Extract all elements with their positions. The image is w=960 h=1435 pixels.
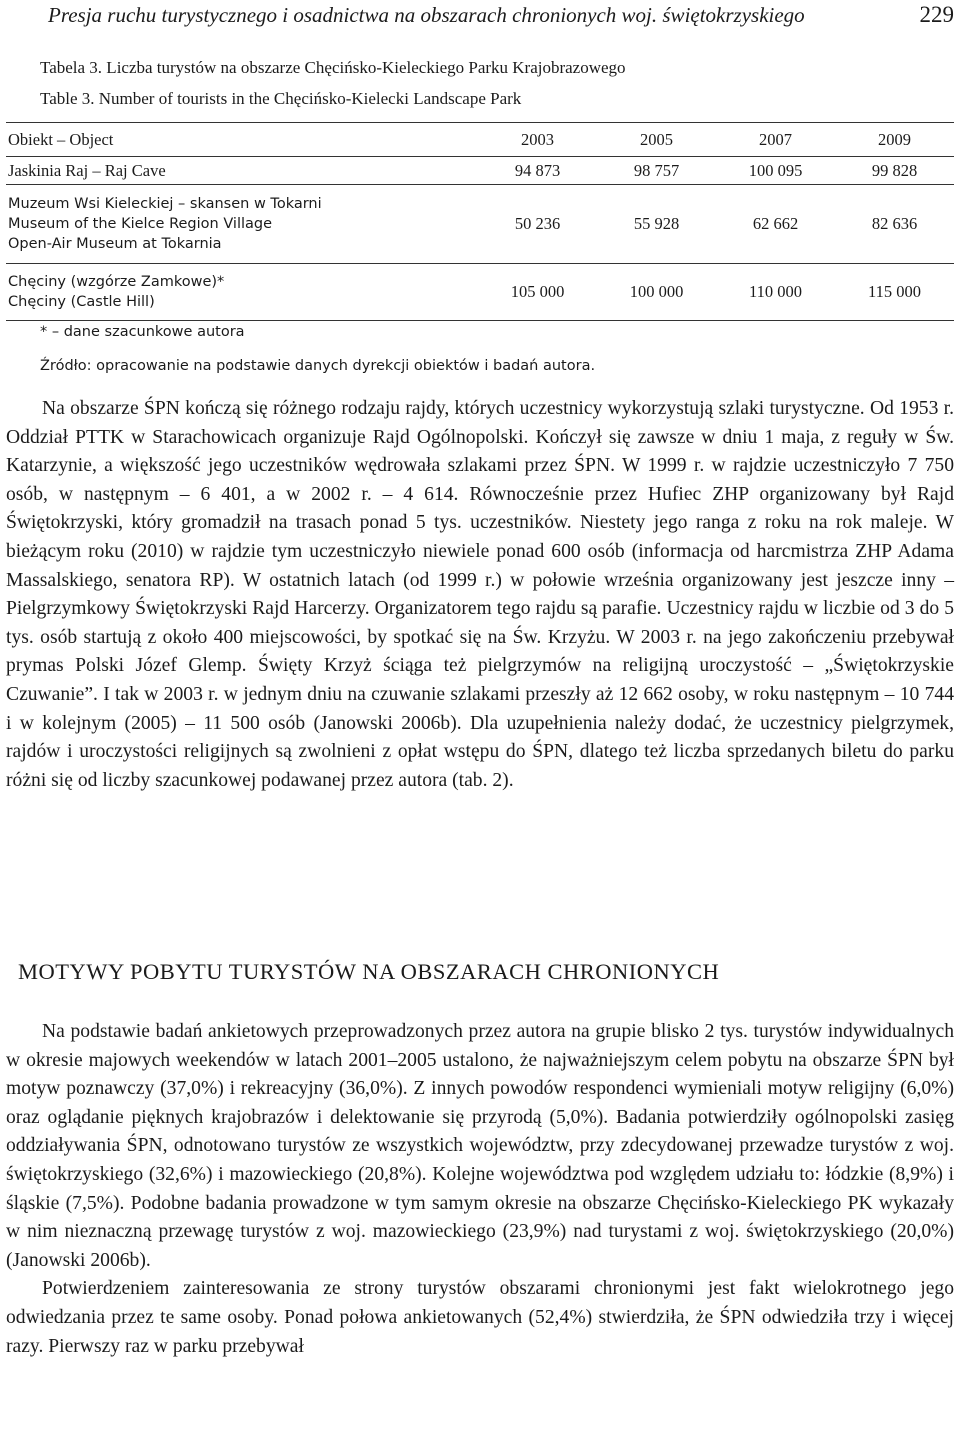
cell-value-2009: 82 636 [835,185,954,264]
table-caption-polish: Tabela 3. Liczba turystów na obszarze Chęcińsko-Kieleckiego Parku Krajobrazowego [40,58,626,77]
cell-value-2007: 110 000 [716,264,835,321]
table-row [6,157,954,185]
cell-value-2005: 98 757 [597,157,716,185]
cell-value-2005: 55 928 [597,185,716,264]
cell-value-2009: 115 000 [835,264,954,321]
row-object-name: Jaskinia Raj – Raj Cave [6,157,478,185]
table-caption-english: Table 3. Number of tourists in the Chęcińsko-Kielecki Landscape Park [40,89,522,108]
tourists-table [6,122,954,321]
cell-value-2007: 100 095 [716,157,835,185]
object-name-line: Chęciny (Castle Hill) [8,294,155,310]
object-name-line: Chęciny (wzgórze Zamkowe)* [8,274,225,290]
running-header-title: Presja ruchu turystycznego i osadnictwa na obszarach chronionych woj. świętokrzyskiego [48,3,805,27]
column-header-object: Obiekt – Object [6,123,478,157]
column-header-2009: 2009 [835,123,954,157]
body-paragraph: Na obszarze ŚPN kończą się różnego rodzaju rajdy, których uczestnicy wykorzystują szlaki turystyczne. Od 1953 r. Oddział PTTK w Starachowicach organizuje Rajd Ogólnopolski. Kończył się zawsze w dniu 1 maja, z reguły w Św. Katarzynie, a większość jego uczestników wędrowała szlakami przez ŚPN. W 1999 r. w rajdzie uczestniczyło 7 750 osób, w następnym – 6 401, a w 2002 r. – 4 614. Równocześnie przez Hufiec ZHP organizowany był Rajd Świętokrzyski, który gromadził na trasach ponad 5 tys. uczestników. Niestety jego ranga z roku na rok maleje. W bieżącym roku (2010) w rajdzie tym uczestniczyło niewiele ponad 600 osób (informacja od harcmistrza ZHP Adama Massalskiego, senatora RP). W ostatnich latach (od 1999 r.) w połowie września organizowany jest jeszcze inny – Pielgrzymkowy Świętokrzyski Rajd Harcerzy. Organizatorem tego rajdu są parafie. Uczestnicy rajdu w liczbie od 3 do 5 tys. osób startują z około 400 miejscowości, by spotkać się na Św. Krzyżu. W 2003 r. na jego zakończeniu przebywał prymas Polski Józef Glemp. Święty Krzyż ściąga też pielgrzymów na religijną uroczystość – „Świętokrzyskie Czuwanie”. I tak w 2003 r. w jednym dniu na czuwanie szlakami przeszły aż 12 662 osoby, w roku następnym – 10 744 i w kolejnym (2005) – 11 500 osób (Janowski 2006b). Dla uzupełnienia należy dodać, że uczestnicy pielgrzymek, rajdów i uroczystości religijnych są zwolnieni z opłat wstępu do ŚPN, dlatego też liczba sprzedanych biletu do parku różni się od liczby szacunkowej podawanej przez autora (tab. 2). [6,398,954,791]
cell-value-2007: 62 662 [716,185,835,264]
body-paragraph: Na podstawie badań ankietowych przeprowadzonych przez autora na grupie blisko 2 tys. turystów indywidualnych w okresie majowych weekendów w latach 2001–2005 ustalono, że najważniejszym celem pobytu na obszarze ŚPN był motyw poznawczy (37,0%) i rekreacyjny (36,0%). Z innych powodów respondenci wymieniali motyw religijny (6,0%) oraz oglądanie pięknych krajobrazów i delektowanie się przyrodą (5,0%). Badania potwierdziły ogólnopolski zasięg oddziaływania ŚPN, odnotowano turystów ze wszystkich województw, przy zdecydowanej przewadze turystów z woj. świętokrzyskiego (32,6%) i mazowieckiego (20,8%). Kolejne województwa pod względem udziału to: łódzkie (8,9%) i śląskie (7,5%). Podobne badania prowadzone w tym samym okresie na obszarze Chęcińsko-Kieleckiego PK wykazały w nim nieznaczną przewagę turystów z woj. mazowieckiego (23,9%) nad turystami z woj. świętokrzyskiego (20,0%) (Janowski 2006b). [6,1021,954,1271]
running-header [48,2,954,28]
section-rallies-text [6,395,954,795]
table-header-row [6,123,954,157]
column-header-2005: 2005 [597,123,716,157]
row-object-name [6,264,478,321]
cell-value-2003: 94 873 [478,157,597,185]
cell-value-2005: 100 000 [597,264,716,321]
cell-value-2003: 105 000 [478,264,597,321]
row-object-name-lines [8,272,478,312]
column-header-2003: 2003 [478,123,597,157]
body-paragraph: Potwierdzeniem zainteresowania ze strony turystów obszarami chronionymi jest fakt wielokrotnego jego odwiedzania przez te same osoby. Ponad połowa ankietowanych (52,4%) stwierdziła, że ŚPN odwiedziła trzy i więcej razy. Pierwszy raz w parku przebywał [6,1278,954,1357]
section-heading: MOTYWY POBYTU TURYSTÓW NA OBSZARACH CHRONIONYCH [18,959,720,984]
table-source-note: Źródło: opracowanie na podstawie danych dyrekcji obiektów i badań autora. [40,358,596,374]
object-name-line: Muzeum Wsi Kieleckiej – skansen w Tokarni [8,196,322,212]
row-object-name [6,185,478,264]
page-number: 229 [919,2,954,27]
column-header-2007: 2007 [716,123,835,157]
table-row [6,264,954,321]
table-footnote: * – dane szacunkowe autora [40,324,245,340]
cell-value-2003: 50 236 [478,185,597,264]
object-name-line: Museum of the Kielce Region Village [8,216,273,232]
section-motives-text [6,1018,954,1361]
cell-value-2009: 99 828 [835,157,954,185]
table-row [6,185,954,264]
row-object-name-lines [8,194,478,254]
object-name-line: Open-Air Museum at Tokarnia [8,236,222,252]
